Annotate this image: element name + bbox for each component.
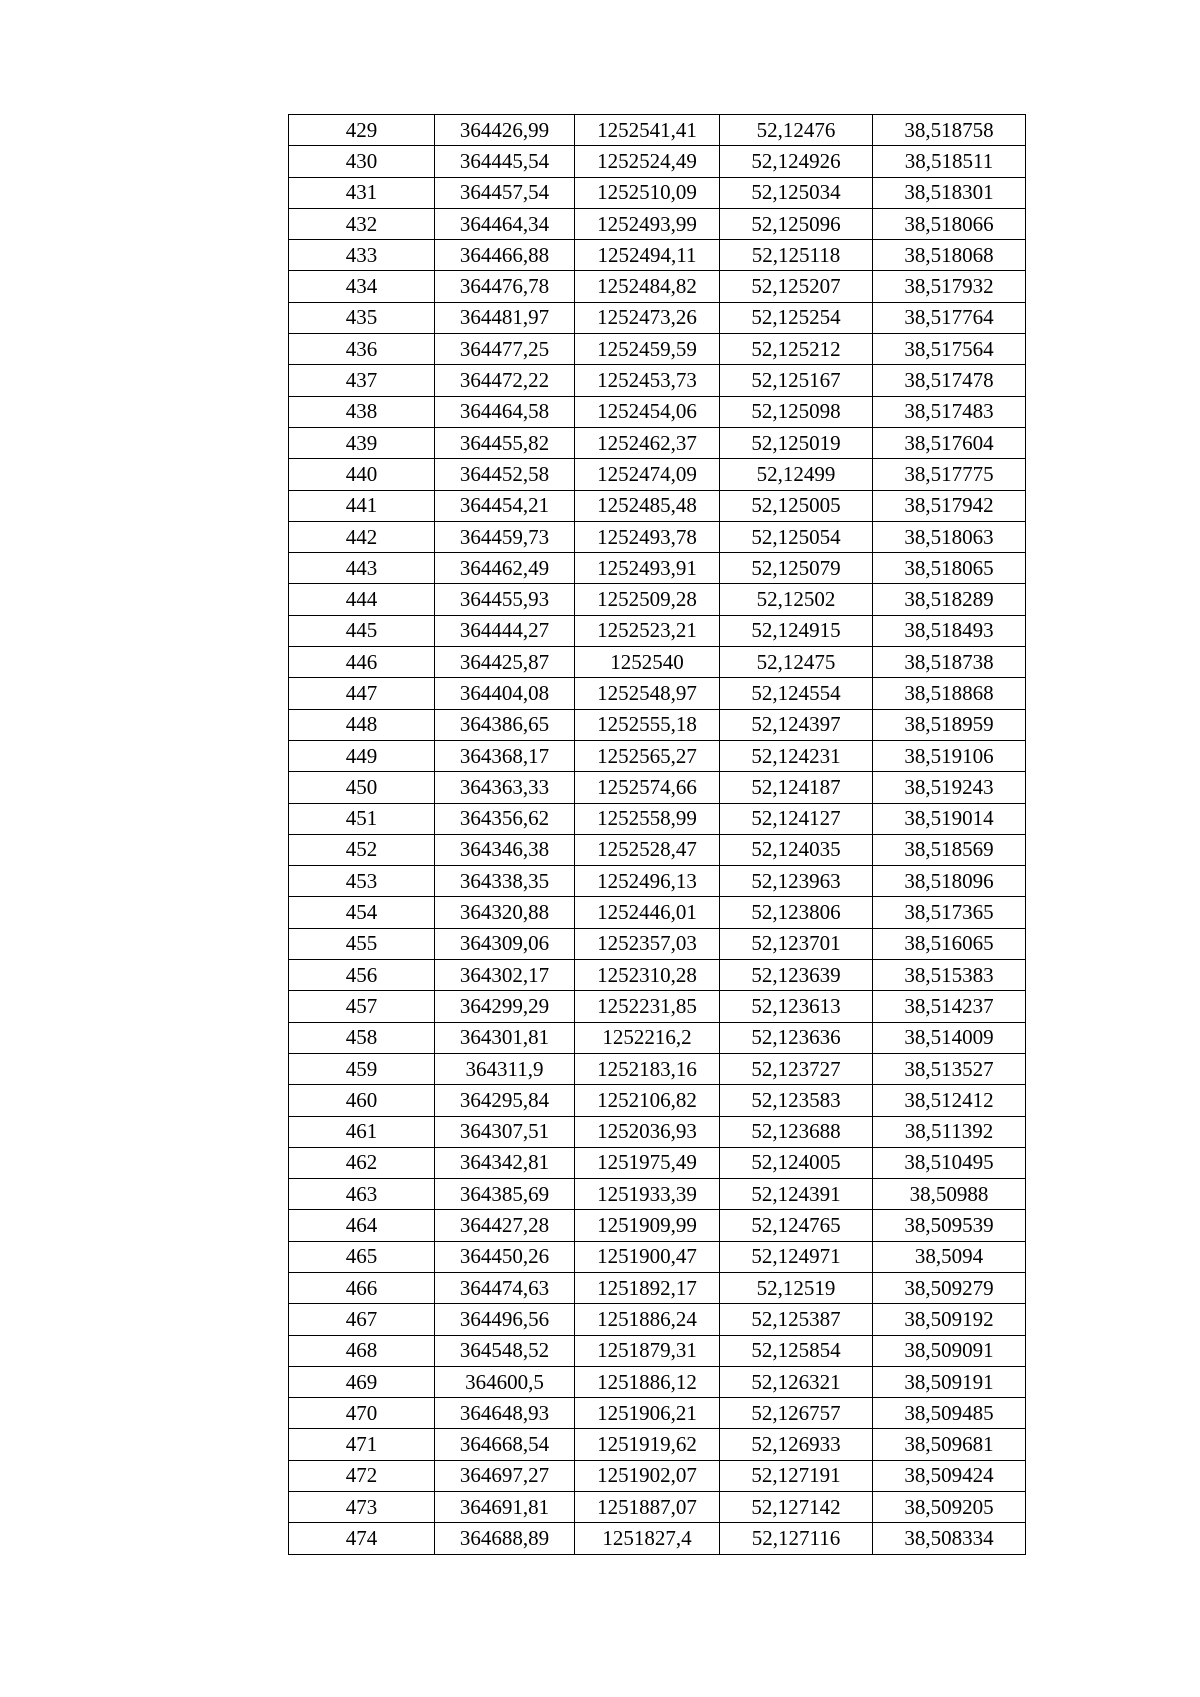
cell-latitude: 52,126757 bbox=[720, 1398, 873, 1429]
cell-longitude: 38,517932 bbox=[873, 271, 1026, 302]
table-row bbox=[289, 1366, 1026, 1397]
cell-x-coordinate: 364363,33 bbox=[435, 772, 575, 803]
cell-x-coordinate: 364307,51 bbox=[435, 1116, 575, 1147]
cell-longitude: 38,517564 bbox=[873, 334, 1026, 365]
cell-latitude: 52,12502 bbox=[720, 584, 873, 615]
cell-latitude: 52,127116 bbox=[720, 1523, 873, 1554]
table-row bbox=[289, 991, 1026, 1022]
table-row bbox=[289, 334, 1026, 365]
cell-point-number: 474 bbox=[289, 1523, 435, 1554]
table-row bbox=[289, 709, 1026, 740]
cell-latitude: 52,12475 bbox=[720, 647, 873, 678]
cell-x-coordinate: 364466,88 bbox=[435, 240, 575, 271]
cell-x-coordinate: 364464,34 bbox=[435, 208, 575, 239]
cell-longitude: 38,514237 bbox=[873, 991, 1026, 1022]
table-row bbox=[289, 834, 1026, 865]
table-row bbox=[289, 521, 1026, 552]
cell-y-coordinate: 1252540 bbox=[575, 647, 720, 678]
cell-latitude: 52,124187 bbox=[720, 772, 873, 803]
table-row bbox=[289, 553, 1026, 584]
cell-latitude: 52,123583 bbox=[720, 1085, 873, 1116]
table-row bbox=[289, 427, 1026, 458]
table-row bbox=[289, 1147, 1026, 1178]
cell-y-coordinate: 1252485,48 bbox=[575, 490, 720, 521]
cell-point-number: 437 bbox=[289, 365, 435, 396]
cell-x-coordinate: 364346,38 bbox=[435, 834, 575, 865]
cell-y-coordinate: 1251887,07 bbox=[575, 1492, 720, 1523]
cell-latitude: 52,126321 bbox=[720, 1366, 873, 1397]
cell-y-coordinate: 1252036,93 bbox=[575, 1116, 720, 1147]
cell-longitude: 38,511392 bbox=[873, 1116, 1026, 1147]
cell-x-coordinate: 364450,26 bbox=[435, 1241, 575, 1272]
cell-point-number: 465 bbox=[289, 1241, 435, 1272]
cell-latitude: 52,127191 bbox=[720, 1460, 873, 1491]
table-row bbox=[289, 1241, 1026, 1272]
cell-point-number: 449 bbox=[289, 740, 435, 771]
cell-latitude: 52,12519 bbox=[720, 1272, 873, 1303]
cell-x-coordinate: 364459,73 bbox=[435, 521, 575, 552]
cell-point-number: 439 bbox=[289, 427, 435, 458]
cell-x-coordinate: 364481,97 bbox=[435, 302, 575, 333]
cell-y-coordinate: 1252510,09 bbox=[575, 177, 720, 208]
table-row bbox=[289, 772, 1026, 803]
cell-longitude: 38,517483 bbox=[873, 396, 1026, 427]
cell-point-number: 452 bbox=[289, 834, 435, 865]
cell-y-coordinate: 1251919,62 bbox=[575, 1429, 720, 1460]
cell-latitude: 52,125854 bbox=[720, 1335, 873, 1366]
cell-x-coordinate: 364385,69 bbox=[435, 1179, 575, 1210]
cell-x-coordinate: 364426,99 bbox=[435, 115, 575, 146]
cell-y-coordinate: 1252484,82 bbox=[575, 271, 720, 302]
cell-longitude: 38,518065 bbox=[873, 553, 1026, 584]
cell-x-coordinate: 364477,25 bbox=[435, 334, 575, 365]
cell-longitude: 38,519014 bbox=[873, 803, 1026, 834]
cell-x-coordinate: 364338,35 bbox=[435, 866, 575, 897]
cell-x-coordinate: 364386,65 bbox=[435, 709, 575, 740]
cell-point-number: 429 bbox=[289, 115, 435, 146]
table-row bbox=[289, 1335, 1026, 1366]
cell-latitude: 52,125096 bbox=[720, 208, 873, 239]
cell-y-coordinate: 1252493,99 bbox=[575, 208, 720, 239]
cell-longitude: 38,509681 bbox=[873, 1429, 1026, 1460]
cell-y-coordinate: 1252231,85 bbox=[575, 991, 720, 1022]
table-row bbox=[289, 365, 1026, 396]
table-row bbox=[289, 928, 1026, 959]
table-row bbox=[289, 678, 1026, 709]
cell-y-coordinate: 1251933,39 bbox=[575, 1179, 720, 1210]
cell-point-number: 442 bbox=[289, 521, 435, 552]
coordinates-table bbox=[288, 114, 1026, 1555]
table-row bbox=[289, 1179, 1026, 1210]
table-row bbox=[289, 1492, 1026, 1523]
cell-point-number: 457 bbox=[289, 991, 435, 1022]
cell-latitude: 52,124397 bbox=[720, 709, 873, 740]
cell-x-coordinate: 364302,17 bbox=[435, 960, 575, 991]
cell-x-coordinate: 364455,82 bbox=[435, 427, 575, 458]
cell-point-number: 458 bbox=[289, 1022, 435, 1053]
cell-x-coordinate: 364404,08 bbox=[435, 678, 575, 709]
cell-point-number: 473 bbox=[289, 1492, 435, 1523]
cell-latitude: 52,123639 bbox=[720, 960, 873, 991]
table-row bbox=[289, 177, 1026, 208]
table-row bbox=[289, 803, 1026, 834]
cell-point-number: 471 bbox=[289, 1429, 435, 1460]
cell-longitude: 38,509191 bbox=[873, 1366, 1026, 1397]
cell-latitude: 52,124005 bbox=[720, 1147, 873, 1178]
cell-y-coordinate: 1252459,59 bbox=[575, 334, 720, 365]
cell-latitude: 52,125167 bbox=[720, 365, 873, 396]
cell-y-coordinate: 1252494,11 bbox=[575, 240, 720, 271]
cell-point-number: 461 bbox=[289, 1116, 435, 1147]
table-row bbox=[289, 1304, 1026, 1335]
table-row bbox=[289, 240, 1026, 271]
cell-longitude: 38,517775 bbox=[873, 459, 1026, 490]
table-row bbox=[289, 115, 1026, 146]
cell-y-coordinate: 1252493,78 bbox=[575, 521, 720, 552]
cell-latitude: 52,123701 bbox=[720, 928, 873, 959]
cell-longitude: 38,517764 bbox=[873, 302, 1026, 333]
cell-point-number: 460 bbox=[289, 1085, 435, 1116]
table-row bbox=[289, 1460, 1026, 1491]
cell-longitude: 38,509424 bbox=[873, 1460, 1026, 1491]
cell-latitude: 52,124971 bbox=[720, 1241, 873, 1272]
cell-x-coordinate: 364455,93 bbox=[435, 584, 575, 615]
table-row bbox=[289, 208, 1026, 239]
table-row bbox=[289, 459, 1026, 490]
cell-x-coordinate: 364342,81 bbox=[435, 1147, 575, 1178]
cell-point-number: 448 bbox=[289, 709, 435, 740]
cell-latitude: 52,125034 bbox=[720, 177, 873, 208]
cell-x-coordinate: 364697,27 bbox=[435, 1460, 575, 1491]
cell-longitude: 38,509279 bbox=[873, 1272, 1026, 1303]
cell-longitude: 38,509091 bbox=[873, 1335, 1026, 1366]
cell-y-coordinate: 1252216,2 bbox=[575, 1022, 720, 1053]
coordinates-table-body bbox=[289, 115, 1026, 1555]
cell-latitude: 52,124915 bbox=[720, 615, 873, 646]
cell-longitude: 38,517942 bbox=[873, 490, 1026, 521]
cell-longitude: 38,518096 bbox=[873, 866, 1026, 897]
cell-y-coordinate: 1252462,37 bbox=[575, 427, 720, 458]
cell-longitude: 38,518301 bbox=[873, 177, 1026, 208]
table-row bbox=[289, 647, 1026, 678]
cell-x-coordinate: 364356,62 bbox=[435, 803, 575, 834]
cell-point-number: 470 bbox=[289, 1398, 435, 1429]
cell-y-coordinate: 1252357,03 bbox=[575, 928, 720, 959]
cell-x-coordinate: 364425,87 bbox=[435, 647, 575, 678]
cell-point-number: 469 bbox=[289, 1366, 435, 1397]
cell-x-coordinate: 364464,58 bbox=[435, 396, 575, 427]
cell-latitude: 52,124391 bbox=[720, 1179, 873, 1210]
cell-point-number: 453 bbox=[289, 866, 435, 897]
cell-latitude: 52,127142 bbox=[720, 1492, 873, 1523]
cell-x-coordinate: 364445,54 bbox=[435, 146, 575, 177]
cell-longitude: 38,518063 bbox=[873, 521, 1026, 552]
cell-longitude: 38,513527 bbox=[873, 1053, 1026, 1084]
cell-x-coordinate: 364476,78 bbox=[435, 271, 575, 302]
cell-point-number: 445 bbox=[289, 615, 435, 646]
table-row bbox=[289, 1429, 1026, 1460]
cell-x-coordinate: 364496,56 bbox=[435, 1304, 575, 1335]
cell-point-number: 462 bbox=[289, 1147, 435, 1178]
cell-point-number: 455 bbox=[289, 928, 435, 959]
cell-latitude: 52,124554 bbox=[720, 678, 873, 709]
cell-x-coordinate: 364600,5 bbox=[435, 1366, 575, 1397]
cell-point-number: 472 bbox=[289, 1460, 435, 1491]
cell-point-number: 446 bbox=[289, 647, 435, 678]
cell-longitude: 38,50988 bbox=[873, 1179, 1026, 1210]
cell-x-coordinate: 364452,58 bbox=[435, 459, 575, 490]
cell-longitude: 38,508334 bbox=[873, 1523, 1026, 1554]
cell-y-coordinate: 1252493,91 bbox=[575, 553, 720, 584]
cell-latitude: 52,125387 bbox=[720, 1304, 873, 1335]
cell-longitude: 38,518569 bbox=[873, 834, 1026, 865]
cell-latitude: 52,125005 bbox=[720, 490, 873, 521]
cell-longitude: 38,518758 bbox=[873, 115, 1026, 146]
cell-y-coordinate: 1251827,4 bbox=[575, 1523, 720, 1554]
cell-y-coordinate: 1251909,99 bbox=[575, 1210, 720, 1241]
cell-longitude: 38,516065 bbox=[873, 928, 1026, 959]
cell-x-coordinate: 364688,89 bbox=[435, 1523, 575, 1554]
cell-y-coordinate: 1252509,28 bbox=[575, 584, 720, 615]
cell-point-number: 454 bbox=[289, 897, 435, 928]
cell-longitude: 38,517478 bbox=[873, 365, 1026, 396]
cell-longitude: 38,518868 bbox=[873, 678, 1026, 709]
cell-latitude: 52,124926 bbox=[720, 146, 873, 177]
cell-point-number: 440 bbox=[289, 459, 435, 490]
cell-y-coordinate: 1252548,97 bbox=[575, 678, 720, 709]
cell-longitude: 38,519243 bbox=[873, 772, 1026, 803]
cell-latitude: 52,124127 bbox=[720, 803, 873, 834]
cell-point-number: 459 bbox=[289, 1053, 435, 1084]
cell-point-number: 436 bbox=[289, 334, 435, 365]
cell-longitude: 38,518738 bbox=[873, 647, 1026, 678]
cell-y-coordinate: 1252310,28 bbox=[575, 960, 720, 991]
cell-longitude: 38,519106 bbox=[873, 740, 1026, 771]
cell-longitude: 38,509485 bbox=[873, 1398, 1026, 1429]
cell-y-coordinate: 1252523,21 bbox=[575, 615, 720, 646]
cell-y-coordinate: 1252454,06 bbox=[575, 396, 720, 427]
cell-latitude: 52,124765 bbox=[720, 1210, 873, 1241]
cell-latitude: 52,125212 bbox=[720, 334, 873, 365]
cell-longitude: 38,509205 bbox=[873, 1492, 1026, 1523]
cell-x-coordinate: 364309,06 bbox=[435, 928, 575, 959]
table-row bbox=[289, 866, 1026, 897]
table-row bbox=[289, 302, 1026, 333]
cell-x-coordinate: 364472,22 bbox=[435, 365, 575, 396]
cell-longitude: 38,510495 bbox=[873, 1147, 1026, 1178]
table-row bbox=[289, 1022, 1026, 1053]
cell-y-coordinate: 1252106,82 bbox=[575, 1085, 720, 1116]
cell-x-coordinate: 364311,9 bbox=[435, 1053, 575, 1084]
cell-y-coordinate: 1252473,26 bbox=[575, 302, 720, 333]
cell-y-coordinate: 1252555,18 bbox=[575, 709, 720, 740]
cell-latitude: 52,123636 bbox=[720, 1022, 873, 1053]
cell-x-coordinate: 364548,52 bbox=[435, 1335, 575, 1366]
cell-latitude: 52,123806 bbox=[720, 897, 873, 928]
table-row bbox=[289, 146, 1026, 177]
cell-longitude: 38,518493 bbox=[873, 615, 1026, 646]
cell-point-number: 438 bbox=[289, 396, 435, 427]
cell-y-coordinate: 1251892,17 bbox=[575, 1272, 720, 1303]
cell-x-coordinate: 364457,54 bbox=[435, 177, 575, 208]
cell-x-coordinate: 364444,27 bbox=[435, 615, 575, 646]
cell-x-coordinate: 364320,88 bbox=[435, 897, 575, 928]
cell-longitude: 38,518511 bbox=[873, 146, 1026, 177]
cell-x-coordinate: 364295,84 bbox=[435, 1085, 575, 1116]
table-row bbox=[289, 960, 1026, 991]
table-row bbox=[289, 1085, 1026, 1116]
cell-point-number: 447 bbox=[289, 678, 435, 709]
table-row bbox=[289, 584, 1026, 615]
cell-x-coordinate: 364301,81 bbox=[435, 1022, 575, 1053]
cell-latitude: 52,123613 bbox=[720, 991, 873, 1022]
cell-point-number: 432 bbox=[289, 208, 435, 239]
cell-point-number: 435 bbox=[289, 302, 435, 333]
table-row bbox=[289, 615, 1026, 646]
table-row bbox=[289, 740, 1026, 771]
cell-x-coordinate: 364454,21 bbox=[435, 490, 575, 521]
cell-longitude: 38,518959 bbox=[873, 709, 1026, 740]
table-row bbox=[289, 1272, 1026, 1303]
cell-y-coordinate: 1252496,13 bbox=[575, 866, 720, 897]
cell-point-number: 433 bbox=[289, 240, 435, 271]
cell-x-coordinate: 364299,29 bbox=[435, 991, 575, 1022]
cell-latitude: 52,123727 bbox=[720, 1053, 873, 1084]
cell-point-number: 468 bbox=[289, 1335, 435, 1366]
cell-point-number: 434 bbox=[289, 271, 435, 302]
cell-longitude: 38,509192 bbox=[873, 1304, 1026, 1335]
table-row bbox=[289, 1398, 1026, 1429]
cell-y-coordinate: 1251886,12 bbox=[575, 1366, 720, 1397]
table-row bbox=[289, 1116, 1026, 1147]
cell-longitude: 38,515383 bbox=[873, 960, 1026, 991]
cell-point-number: 463 bbox=[289, 1179, 435, 1210]
table-row bbox=[289, 271, 1026, 302]
cell-y-coordinate: 1251975,49 bbox=[575, 1147, 720, 1178]
cell-longitude: 38,518068 bbox=[873, 240, 1026, 271]
cell-x-coordinate: 364427,28 bbox=[435, 1210, 575, 1241]
cell-y-coordinate: 1252524,49 bbox=[575, 146, 720, 177]
cell-point-number: 444 bbox=[289, 584, 435, 615]
cell-point-number: 431 bbox=[289, 177, 435, 208]
cell-longitude: 38,518289 bbox=[873, 584, 1026, 615]
cell-longitude: 38,517365 bbox=[873, 897, 1026, 928]
cell-latitude: 52,123688 bbox=[720, 1116, 873, 1147]
cell-latitude: 52,124035 bbox=[720, 834, 873, 865]
cell-x-coordinate: 364368,17 bbox=[435, 740, 575, 771]
table-row bbox=[289, 1210, 1026, 1241]
table-row bbox=[289, 1523, 1026, 1554]
cell-point-number: 450 bbox=[289, 772, 435, 803]
cell-x-coordinate: 364691,81 bbox=[435, 1492, 575, 1523]
cell-latitude: 52,12499 bbox=[720, 459, 873, 490]
cell-point-number: 456 bbox=[289, 960, 435, 991]
cell-x-coordinate: 364462,49 bbox=[435, 553, 575, 584]
cell-latitude: 52,125079 bbox=[720, 553, 873, 584]
cell-latitude: 52,125054 bbox=[720, 521, 873, 552]
cell-x-coordinate: 364648,93 bbox=[435, 1398, 575, 1429]
cell-longitude: 38,509539 bbox=[873, 1210, 1026, 1241]
cell-latitude: 52,125098 bbox=[720, 396, 873, 427]
cell-point-number: 430 bbox=[289, 146, 435, 177]
cell-y-coordinate: 1251879,31 bbox=[575, 1335, 720, 1366]
cell-longitude: 38,514009 bbox=[873, 1022, 1026, 1053]
cell-latitude: 52,125019 bbox=[720, 427, 873, 458]
cell-longitude: 38,518066 bbox=[873, 208, 1026, 239]
cell-point-number: 464 bbox=[289, 1210, 435, 1241]
cell-point-number: 466 bbox=[289, 1272, 435, 1303]
cell-latitude: 52,125254 bbox=[720, 302, 873, 333]
table-row bbox=[289, 396, 1026, 427]
cell-y-coordinate: 1252528,47 bbox=[575, 834, 720, 865]
cell-x-coordinate: 364668,54 bbox=[435, 1429, 575, 1460]
cell-y-coordinate: 1252474,09 bbox=[575, 459, 720, 490]
cell-point-number: 443 bbox=[289, 553, 435, 584]
cell-y-coordinate: 1252453,73 bbox=[575, 365, 720, 396]
cell-y-coordinate: 1251906,21 bbox=[575, 1398, 720, 1429]
cell-latitude: 52,126933 bbox=[720, 1429, 873, 1460]
cell-x-coordinate: 364474,63 bbox=[435, 1272, 575, 1303]
cell-point-number: 441 bbox=[289, 490, 435, 521]
cell-y-coordinate: 1251886,24 bbox=[575, 1304, 720, 1335]
cell-y-coordinate: 1251900,47 bbox=[575, 1241, 720, 1272]
cell-y-coordinate: 1252558,99 bbox=[575, 803, 720, 834]
cell-latitude: 52,12476 bbox=[720, 115, 873, 146]
cell-latitude: 52,125118 bbox=[720, 240, 873, 271]
cell-y-coordinate: 1252446,01 bbox=[575, 897, 720, 928]
cell-latitude: 52,125207 bbox=[720, 271, 873, 302]
cell-y-coordinate: 1251902,07 bbox=[575, 1460, 720, 1491]
cell-latitude: 52,123963 bbox=[720, 866, 873, 897]
cell-y-coordinate: 1252541,41 bbox=[575, 115, 720, 146]
cell-point-number: 451 bbox=[289, 803, 435, 834]
cell-point-number: 467 bbox=[289, 1304, 435, 1335]
cell-y-coordinate: 1252565,27 bbox=[575, 740, 720, 771]
cell-longitude: 38,512412 bbox=[873, 1085, 1026, 1116]
cell-latitude: 52,124231 bbox=[720, 740, 873, 771]
table-row bbox=[289, 490, 1026, 521]
cell-y-coordinate: 1252183,16 bbox=[575, 1053, 720, 1084]
table-row bbox=[289, 897, 1026, 928]
table-row bbox=[289, 1053, 1026, 1084]
cell-y-coordinate: 1252574,66 bbox=[575, 772, 720, 803]
cell-longitude: 38,5094 bbox=[873, 1241, 1026, 1272]
cell-longitude: 38,517604 bbox=[873, 427, 1026, 458]
